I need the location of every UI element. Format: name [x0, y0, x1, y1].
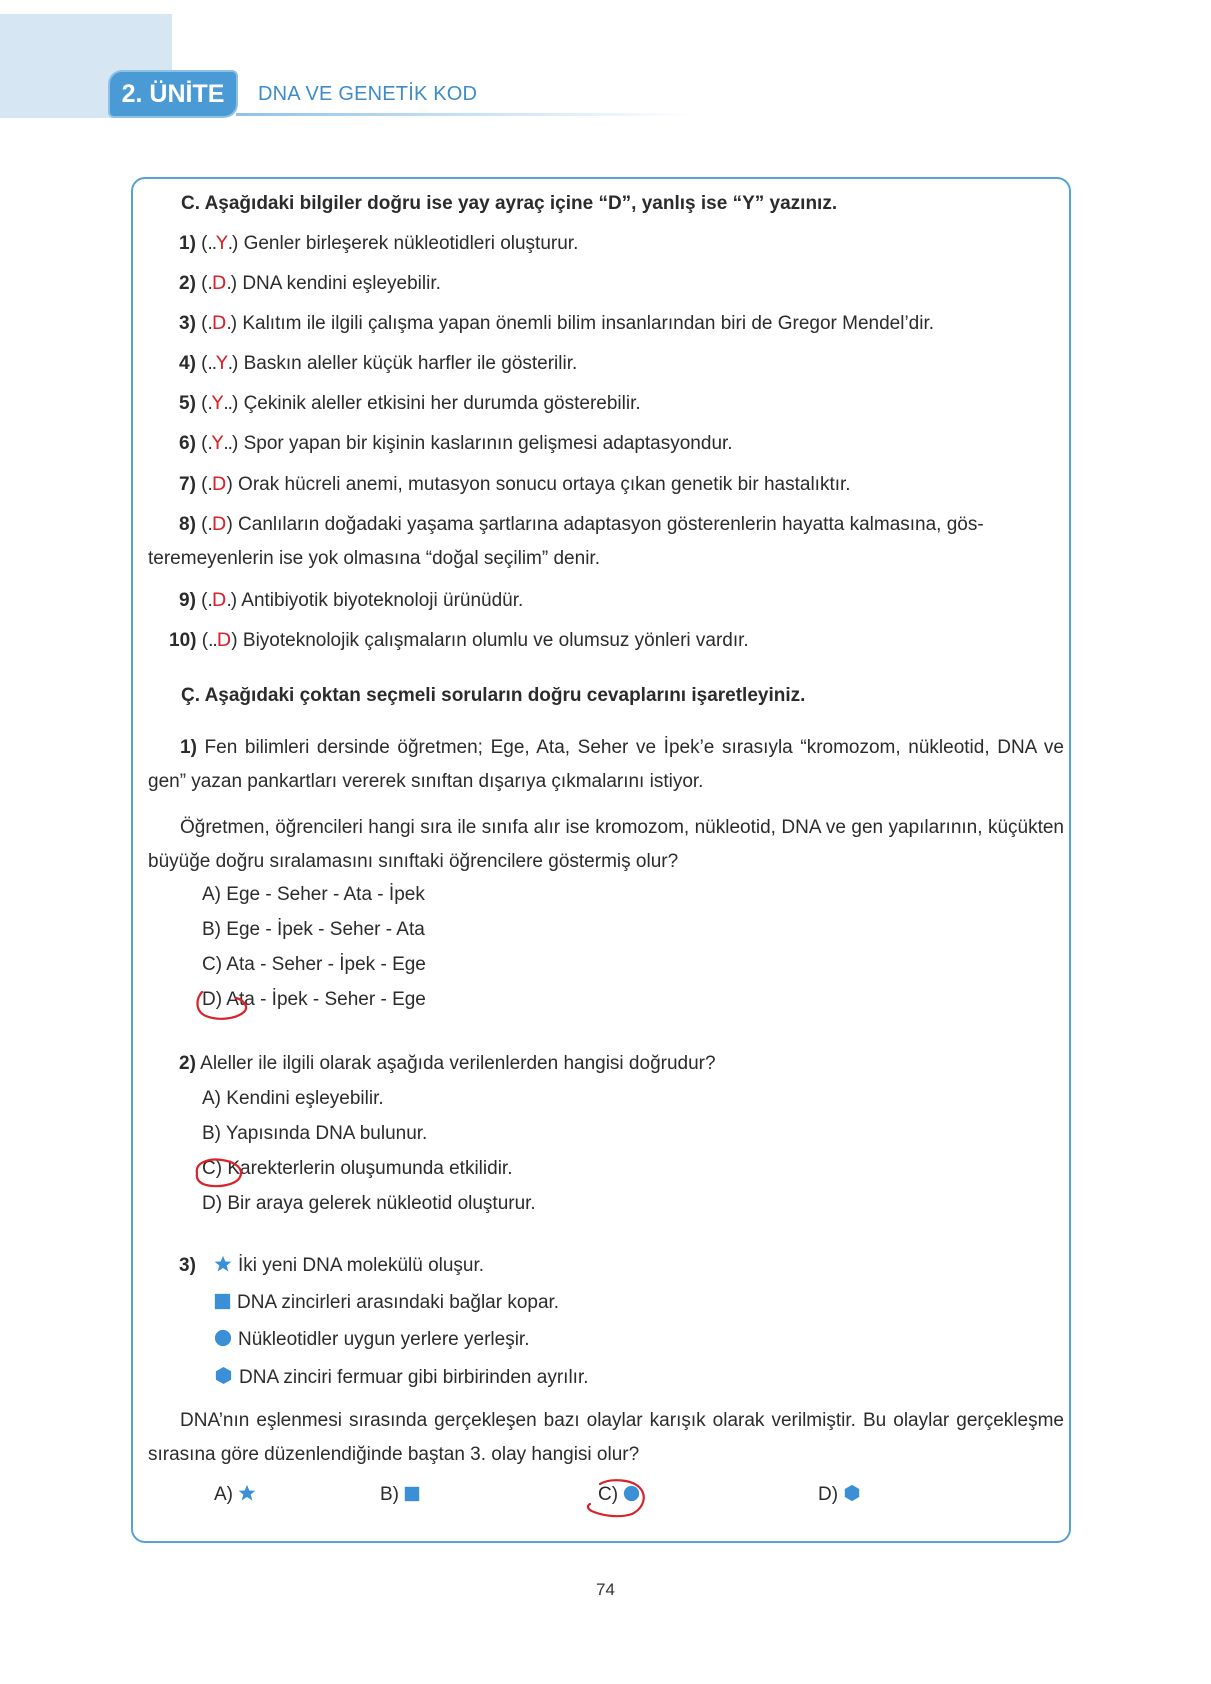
- event-text: İki yeni DNA molekülü oluşur.: [238, 1255, 485, 1276]
- star-icon: [214, 1255, 232, 1279]
- tf-item-8: 8) (.D) Canlıların doğadaki yaşama şartlarına adaptasyon gösterenlerin hayatta kalmasına, gös-: [179, 513, 984, 535]
- tf-item-2: 2) (.D.) DNA kendini eşleyebilir.: [179, 272, 441, 294]
- handwritten-answer: D: [211, 312, 227, 334]
- tf-item-5: 5) (.Y..) Çekinik aleller etkisini her durumda gösterebilir.: [179, 392, 641, 414]
- question-number: 3): [179, 1255, 196, 1276]
- option-label: C): [598, 1484, 619, 1505]
- item-number: 3): [179, 313, 196, 334]
- item-text: Orak hücreli anemi, mutasyon sonucu ortaya çıkan genetik bir hastalıktır.: [238, 474, 851, 495]
- question-number: 2): [179, 1053, 196, 1074]
- question-text: Aleller ile ilgili olarak aşağıda verilenlerden hangisi doğrudur?: [200, 1053, 716, 1074]
- item-text: Genler birleşerek nükleotidleri oluşturur.: [243, 233, 579, 254]
- question-text: Öğretmen, öğrencileri hangi sıra ile sınıfa alır ise kromozom, nükleotid, DNA ve gen yapılarının, küçükten büyüğe doğru sıralamasını sınıftaki öğrencilere göstermiş olur?: [148, 817, 1064, 872]
- q1-option-c[interactable]: C) Ata - Seher - İpek - Ege: [202, 954, 426, 975]
- item-number: 5): [179, 393, 196, 414]
- question-3-prompt: [148, 1404, 1064, 1472]
- section-c-heading: C. Aşağıdaki bilgiler doğru ise yay ayraç içine “D”, yanlış ise “Y” yazınız.: [181, 193, 838, 214]
- q3-option-d[interactable]: [818, 1484, 867, 1508]
- item-text: Biyoteknolojik çalışmaların olumlu ve olumsuz yönleri vardır.: [242, 630, 749, 651]
- item-text: Çekinik aleller etkisini her durumda gösterebilir.: [243, 393, 641, 414]
- item-text: Kalıtım ile ilgili çalışma yapan önemli bilim insanlarından biri de Gregor Mendel’dir.: [242, 313, 935, 334]
- handwritten-answer: Y: [211, 432, 224, 454]
- event-hexagon: [214, 1366, 589, 1391]
- tf-item-8-continued: teremeyenlerin ise yok olmasına “doğal seçilim” denir.: [148, 548, 600, 569]
- item-text: Baskın aleller küçük harfler ile gösterilir.: [243, 353, 578, 374]
- handwritten-answer: Y: [216, 232, 228, 254]
- event-text: DNA zincirleri arasındaki bağlar kopar.: [237, 1292, 560, 1313]
- q2-option-b[interactable]: B) Yapısında DNA bulunur.: [202, 1123, 428, 1144]
- q2-option-d[interactable]: D) Bir araya gelerek nükleotid oluşturur.: [202, 1193, 536, 1214]
- q1-option-a[interactable]: A) Ege - Seher - Ata - İpek: [202, 884, 425, 905]
- question-1-stem: [148, 731, 1064, 799]
- option-label: B): [380, 1484, 399, 1505]
- handwritten-answer: D: [216, 629, 232, 651]
- question-3-label: [179, 1255, 196, 1277]
- question-text: DNA’nın eşlenmesi sırasında gerçekleşen bazı olaylar karışık olarak verilmiştir. Bu olaylar gerçekleşme sırasına göre düzenlendiğinde baştan 3. olay hangisi olur?: [148, 1410, 1064, 1465]
- circle-icon: [214, 1329, 232, 1353]
- item-number: 10): [169, 630, 197, 651]
- q1-option-b[interactable]: B) Ege - İpek - Seher - Ata: [202, 919, 425, 940]
- handwritten-answer: D: [211, 589, 227, 611]
- item-number: 9): [179, 590, 196, 611]
- q3-option-a[interactable]: [214, 1484, 262, 1508]
- tf-item-3: 3) (.D.) Kalıtım ile ilgili çalışma yapan önemli bilim insanlarından biri de Gregor Mendel’dir.: [179, 312, 935, 334]
- item-text: Canlıların doğadaki yaşama şartlarına adaptasyon gösterenlerin hayatta kalmasına, gös-: [238, 514, 984, 535]
- question-1-prompt: [148, 811, 1064, 879]
- square-icon: [214, 1293, 231, 1316]
- unit-badge: 2. ÜNİTE: [110, 72, 236, 116]
- tf-item-1: 1) (..Y.) Genler birleşerek nükleotidleri oluşturur.: [179, 232, 579, 254]
- event-star: [214, 1255, 484, 1279]
- unit-title: DNA VE GENETİK KOD: [258, 83, 478, 105]
- handwritten-answer: Y: [216, 352, 228, 374]
- item-number: 1): [179, 233, 196, 254]
- star-icon: [238, 1484, 256, 1508]
- answer-circle-mark: [188, 1155, 250, 1191]
- option-label: D): [818, 1484, 839, 1505]
- item-text: Spor yapan bir kişinin kaslarının gelişmesi adaptasyondur.: [243, 433, 733, 454]
- item-number: 8): [179, 514, 196, 535]
- tf-item-6: 6) (.Y..) Spor yapan bir kişinin kaslarının gelişmesi adaptasyondur.: [179, 432, 733, 454]
- handwritten-answer: Y: [211, 392, 224, 414]
- question-2-stem: [179, 1053, 716, 1075]
- item-number: 7): [179, 474, 196, 495]
- answer-circle-mark: [192, 986, 254, 1022]
- question-text: Fen bilimleri dersinde öğretmen; Ege, Ata, Seher ve İpek’e sırasıyla “kromozom, nükleotid, DNA ve gen” yazan pankartları vererek sınıftan dışarıya çıkmalarını istiyor.: [148, 737, 1064, 792]
- q2-option-a[interactable]: A) Kendini eşleyebilir.: [202, 1088, 384, 1109]
- question-number: 1): [180, 737, 197, 758]
- answer-circle-mark: [582, 1476, 650, 1520]
- event-text: Nükleotidler uygun yerlere yerleşir.: [238, 1329, 530, 1350]
- hexagon-icon: [214, 1366, 233, 1391]
- event-circle: [214, 1329, 529, 1353]
- tf-item-7: 7) (.D) Orak hücreli anemi, mutasyon sonucu ortaya çıkan genetik bir hastalıktır.: [179, 473, 851, 495]
- q3-option-b[interactable]: [380, 1484, 426, 1508]
- hexagon-icon: [843, 1484, 861, 1508]
- handwritten-answer: D: [211, 473, 227, 495]
- section-cc-heading: Ç. Aşağıdaki çoktan seçmeli soruların doğru cevaplarını işaretleyiniz.: [181, 685, 806, 706]
- item-number: 4): [179, 353, 196, 374]
- handwritten-answer: D: [211, 513, 227, 535]
- tf-item-10: 10) (..D) Biyoteknolojik çalışmaların olumlu ve olumsuz yönleri vardır.: [169, 629, 749, 651]
- title-underline: [236, 113, 692, 116]
- item-number: 2): [179, 273, 196, 294]
- item-number: 6): [179, 433, 196, 454]
- event-text: DNA zinciri fermuar gibi birbirinden ayrılır.: [239, 1367, 589, 1388]
- event-square: [214, 1292, 559, 1316]
- q2-option-c[interactable]: C) Karekterlerin oluşumunda etkilidir.: [202, 1158, 513, 1179]
- q1-option-d[interactable]: D) Ata - İpek - Seher - Ege: [202, 989, 426, 1010]
- page-number: 74: [596, 1580, 615, 1599]
- item-text: Antibiyotik biyoteknoloji ürünüdür.: [241, 590, 524, 611]
- item-text: DNA kendini eşleyebilir.: [242, 273, 441, 294]
- option-label: A): [214, 1484, 233, 1505]
- tf-item-9: 9) (.D.) Antibiyotik biyoteknoloji ürünüdür.: [179, 589, 524, 611]
- handwritten-answer: D: [211, 272, 227, 294]
- tf-item-4: 4) (..Y.) Baskın aleller küçük harfler ile gösterilir.: [179, 352, 578, 374]
- square-icon: [404, 1486, 420, 1508]
